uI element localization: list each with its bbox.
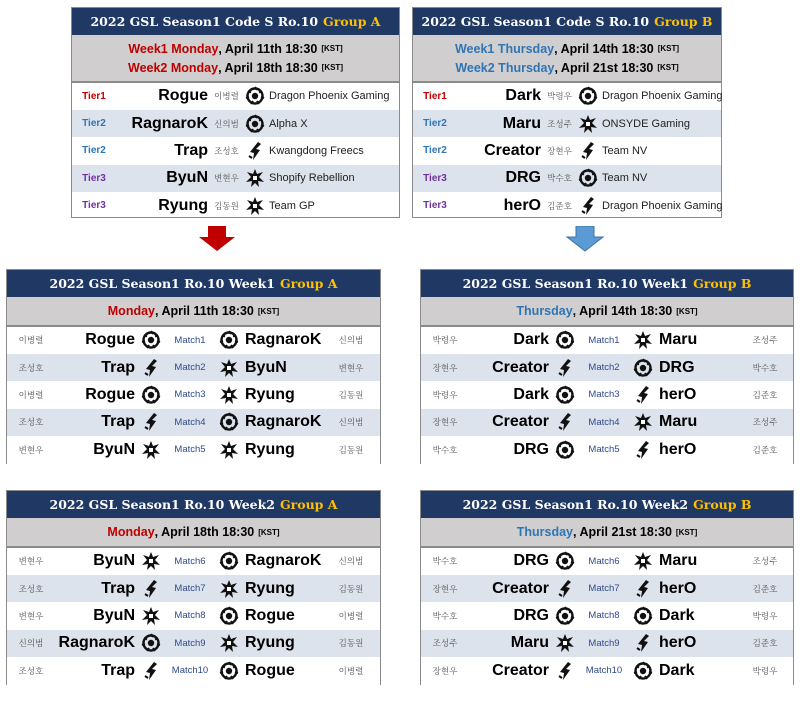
match-label: Match10 (171, 665, 209, 677)
protoss-icon (578, 196, 598, 216)
zerg-icon (219, 551, 239, 571)
team-name: Team GP (269, 199, 315, 212)
match-label: Match7 (174, 583, 206, 595)
match-label: Match5 (174, 444, 206, 456)
terran-icon (219, 385, 239, 405)
match-row (421, 548, 793, 575)
match-day: Thursday (516, 304, 573, 318)
right-player-name: Ryung (245, 634, 295, 652)
player-name: RagnaroK (131, 114, 208, 132)
team-name: Kwangdong Freecs (269, 144, 364, 157)
title-text: 2022 GSL Season1 Code S Ro.10 (421, 14, 650, 29)
left-korean-name: 조성호 (18, 362, 44, 373)
left-korean-name: 장현우 (432, 665, 458, 676)
protoss-icon (141, 579, 161, 599)
match-label: Match6 (588, 555, 620, 567)
left-korean-name: 이병렬 (18, 335, 44, 346)
kst-label: [KST] (258, 527, 280, 537)
korean-name: 박수호 (547, 173, 572, 184)
match-row (7, 603, 380, 630)
week1-date-line (455, 39, 679, 58)
group-label: Group B (693, 276, 752, 291)
player-name: Trap (174, 141, 208, 159)
right-korean-name: 김동원 (338, 444, 364, 455)
left-korean-name: 이병렬 (18, 389, 44, 400)
group-b-week2-schedule (420, 490, 794, 685)
right-player-name: herO (659, 385, 697, 403)
player-row (72, 193, 399, 220)
player-name: Rogue (158, 87, 208, 105)
week1-date: , April 11th 18:30 (218, 41, 318, 56)
left-korean-name: 장현우 (432, 417, 458, 428)
match-label: Match8 (174, 610, 206, 622)
match-row (421, 354, 793, 381)
match-row (421, 437, 793, 464)
protoss-icon (141, 661, 161, 681)
match-label: Match1 (174, 334, 206, 346)
date-bar (7, 297, 380, 327)
player-row (413, 138, 721, 165)
right-korean-name: 조성주 (752, 417, 778, 428)
player-row (72, 83, 399, 110)
protoss-icon (633, 440, 653, 460)
arrow-down-a-icon (198, 226, 236, 252)
player-name: Dark (505, 87, 541, 105)
right-korean-name: 신의범 (338, 417, 364, 428)
protoss-icon (633, 579, 653, 599)
zerg-icon (245, 86, 265, 106)
zerg-icon (219, 606, 239, 626)
korean-name: 변현우 (214, 173, 239, 184)
panel-title (7, 270, 380, 297)
tier-label: Tier2 (423, 118, 447, 130)
player-row (413, 165, 721, 192)
terran-icon (141, 440, 161, 460)
right-player-name: ByuN (245, 358, 287, 376)
right-korean-name: 이병렬 (338, 610, 364, 621)
kst-label: [KST] (257, 306, 280, 316)
right-korean-name: 김준호 (752, 583, 778, 594)
zerg-icon (141, 385, 161, 405)
match-label: Match1 (588, 334, 620, 346)
left-korean-name: 변현우 (18, 610, 44, 621)
right-korean-name: 박령우 (752, 610, 778, 621)
kst-label: [KST] (321, 63, 343, 72)
zerg-icon (245, 114, 265, 134)
korean-name: 신의범 (214, 118, 239, 129)
kst-label: [KST] (675, 527, 698, 537)
left-player-name: ByuN (93, 440, 135, 458)
right-korean-name: 김준호 (752, 389, 778, 400)
terran-icon (633, 412, 653, 432)
player-row (413, 83, 721, 110)
tier-label: Tier2 (423, 145, 447, 157)
right-korean-name: 김준호 (752, 638, 778, 649)
match-label: Match7 (588, 583, 620, 595)
match-label: Match2 (588, 362, 620, 374)
player-list (72, 83, 399, 220)
arrow-down-b-icon (566, 226, 604, 252)
team-name: Dragon Phoenix Gaming (602, 199, 723, 212)
match-row (7, 548, 380, 575)
match-row (421, 630, 793, 657)
player-name: ByuN (166, 169, 208, 187)
zerg-icon (141, 330, 161, 350)
group-b-overview-panel (412, 7, 722, 218)
terran-icon (219, 579, 239, 599)
panel-title (7, 491, 380, 518)
match-row (7, 575, 380, 602)
match-row (421, 382, 793, 409)
right-korean-name: 조성주 (752, 335, 778, 346)
panel-title (72, 8, 399, 35)
zerg-icon (219, 412, 239, 432)
player-name: Maru (502, 114, 541, 132)
right-player-name: Ryung (245, 579, 295, 597)
match-day: Thursday (516, 525, 574, 539)
title-text: 2022 GSL Season1 Ro.10 Week2 (462, 497, 689, 512)
match-label: Match4 (174, 416, 206, 428)
terran-icon (555, 633, 575, 653)
tier-label: Tier1 (82, 90, 106, 102)
left-korean-name: 박수호 (432, 610, 458, 621)
right-player-name: Rogue (245, 661, 295, 679)
week1-day: Week1 Monday (128, 41, 219, 56)
protoss-icon (555, 661, 575, 681)
korean-name: 김준호 (547, 200, 572, 211)
title-text: 2022 GSL Season1 Ro.10 Week2 (49, 497, 275, 512)
date-bar (7, 518, 380, 548)
terran-icon (633, 551, 653, 571)
right-player-name: herO (659, 634, 697, 652)
right-korean-name: 박령우 (752, 665, 778, 676)
match-row (421, 603, 793, 630)
match-date: , April 18th 18:30 (154, 525, 255, 539)
right-player-name: Ryung (245, 440, 295, 458)
left-player-name: Maru (510, 634, 549, 652)
player-row (72, 165, 399, 192)
zerg-icon (219, 661, 239, 681)
group-label: Group B (693, 497, 752, 512)
terran-icon (633, 330, 653, 350)
match-date: , April 14th 18:30 (572, 304, 673, 318)
match-row (421, 409, 793, 436)
date-bar (421, 518, 793, 548)
team-name: Dragon Phoenix Gaming (269, 90, 390, 103)
korean-name: 김동원 (214, 200, 239, 211)
group-label: Group A (279, 276, 338, 291)
zerg-icon (578, 168, 598, 188)
week2-date-line (455, 58, 678, 77)
left-player-name: Trap (101, 661, 135, 679)
match-date: , April 21st 18:30 (573, 525, 672, 539)
match-label: Match2 (174, 362, 206, 374)
protoss-icon (555, 579, 575, 599)
left-player-name: ByuN (93, 552, 135, 570)
korean-name: 장현우 (547, 145, 572, 156)
zerg-icon (633, 606, 653, 626)
left-player-name: RagnaroK (58, 634, 135, 652)
match-label: Match9 (588, 637, 620, 649)
match-row (7, 630, 380, 657)
protoss-icon (555, 412, 575, 432)
protoss-icon (141, 412, 161, 432)
date-line (517, 523, 697, 542)
korean-name: 조성호 (214, 145, 239, 156)
date-bar (72, 35, 399, 83)
terran-icon (141, 606, 161, 626)
left-korean-name: 조성호 (18, 417, 44, 428)
kst-label: [KST] (321, 44, 343, 53)
panel-title (413, 8, 721, 35)
left-player-name: Creator (492, 413, 549, 431)
team-name: Dragon Phoenix Gaming (602, 90, 723, 103)
tier-label: Tier3 (82, 200, 106, 212)
protoss-icon (141, 358, 161, 378)
title-text: 2022 GSL Season1 Ro.10 Week1 (49, 276, 275, 291)
player-name: Ryung (158, 196, 208, 214)
match-label: Match4 (588, 416, 620, 428)
right-player-name: Dark (659, 606, 695, 624)
week2-date-line (128, 58, 343, 77)
korean-name: 조성주 (547, 118, 572, 129)
right-korean-name: 이병렬 (338, 665, 364, 676)
korean-name: 이병렬 (214, 91, 239, 102)
left-player-name: Dark (513, 331, 549, 349)
tier-label: Tier2 (82, 145, 106, 157)
right-player-name: Maru (659, 331, 698, 349)
match-label: Match9 (174, 637, 206, 649)
left-korean-name: 조성주 (432, 638, 458, 649)
match-label: Match5 (588, 444, 620, 456)
match-date: , April 11th 18:30 (155, 304, 254, 318)
date-line (107, 523, 279, 542)
right-player-name: RagnaroK (245, 331, 322, 349)
right-player-name: RagnaroK (245, 552, 322, 570)
group-label: Group A (279, 497, 338, 512)
tier-label: Tier1 (423, 90, 447, 102)
left-player-name: DRG (513, 440, 549, 458)
right-player-name: herO (659, 579, 697, 597)
right-player-name: Dark (659, 661, 695, 679)
right-player-name: herO (659, 440, 697, 458)
left-korean-name: 장현우 (432, 583, 458, 594)
protoss-icon (245, 141, 265, 161)
tier-label: Tier3 (82, 172, 106, 184)
left-korean-name: 박수호 (432, 444, 458, 455)
week1-date: , April 14th 18:30 (554, 41, 654, 56)
player-row (72, 138, 399, 165)
right-player-name: RagnaroK (245, 413, 322, 431)
zerg-icon (633, 358, 653, 378)
left-korean-name: 신의범 (18, 638, 44, 649)
match-row (7, 409, 380, 436)
right-player-name: Ryung (245, 385, 295, 403)
player-row (72, 110, 399, 137)
left-player-name: Creator (492, 579, 549, 597)
left-korean-name: 변현우 (18, 556, 44, 567)
match-label: Match8 (588, 610, 620, 622)
terran-icon (219, 440, 239, 460)
terran-icon (141, 551, 161, 571)
group-a-week2-schedule (6, 490, 381, 685)
match-row (421, 327, 793, 354)
group-b-week1-schedule (420, 269, 794, 464)
player-list (413, 83, 721, 220)
group-a-week1-schedule (6, 269, 381, 464)
left-player-name: Trap (101, 413, 135, 431)
group-label: Group A (323, 14, 381, 29)
left-player-name: Dark (513, 385, 549, 403)
left-korean-name: 변현우 (18, 444, 44, 455)
match-label: Match3 (174, 389, 206, 401)
title-text: 2022 GSL Season1 Ro.10 Week1 (462, 276, 689, 291)
date-bar (421, 297, 793, 327)
match-row (7, 437, 380, 464)
team-name: Team NV (602, 144, 648, 157)
week2-date: , April 21st 18:30 (554, 60, 654, 75)
player-name: DRG (505, 169, 541, 187)
kst-label: [KST] (657, 63, 679, 72)
left-player-name: Rogue (85, 385, 135, 403)
match-row (7, 658, 380, 685)
tier-label: Tier2 (82, 118, 106, 130)
tier-label: Tier3 (423, 172, 447, 184)
zerg-icon (555, 606, 575, 626)
match-label: Match10 (585, 665, 623, 677)
right-korean-name: 변현우 (338, 362, 364, 373)
zerg-icon (578, 86, 598, 106)
group-label: Group B (654, 14, 713, 29)
left-player-name: Trap (101, 579, 135, 597)
team-name: Team NV (602, 172, 648, 185)
left-korean-name: 조성호 (18, 665, 44, 676)
kst-label: [KST] (676, 306, 698, 316)
protoss-icon (578, 141, 598, 161)
terran-icon (245, 168, 265, 188)
week2-date: , April 18th 18:30 (218, 60, 318, 75)
right-player-name: DRG (659, 358, 695, 376)
zerg-icon (555, 551, 575, 571)
zerg-icon (219, 330, 239, 350)
tier-label: Tier3 (423, 200, 447, 212)
match-label: Match6 (174, 555, 206, 567)
date-line (108, 302, 279, 321)
right-korean-name: 김동원 (338, 389, 364, 400)
protoss-icon (633, 385, 653, 405)
left-player-name: ByuN (93, 606, 135, 624)
title-text: 2022 GSL Season1 Code S Ro.10 (90, 14, 319, 29)
left-player-name: Creator (492, 358, 549, 376)
left-korean-name: 장현우 (432, 362, 458, 373)
right-player-name: Maru (659, 413, 698, 431)
zerg-icon (633, 661, 653, 681)
terran-icon (219, 633, 239, 653)
team-name: Alpha X (269, 117, 308, 130)
right-korean-name: 김동원 (338, 638, 364, 649)
match-row (7, 327, 380, 354)
match-day: Monday (107, 525, 155, 539)
terran-icon (245, 196, 265, 216)
kst-label: [KST] (657, 44, 680, 53)
terran-icon (578, 114, 598, 134)
right-korean-name: 박수호 (752, 362, 778, 373)
zerg-icon (555, 385, 575, 405)
right-player-name: Maru (659, 552, 698, 570)
match-row (7, 382, 380, 409)
match-row (421, 575, 793, 602)
zerg-icon (141, 633, 161, 653)
group-a-overview-panel (71, 7, 400, 218)
korean-name: 박령우 (547, 91, 572, 102)
right-korean-name: 조성주 (752, 556, 778, 567)
team-name: Shopify Rebellion (269, 172, 355, 185)
player-row (413, 110, 721, 137)
protoss-icon (633, 633, 653, 653)
right-korean-name: 신의범 (338, 335, 364, 346)
team-name: ONSYDE Gaming (602, 117, 691, 130)
player-name: Creator (484, 141, 541, 159)
left-player-name: Creator (492, 661, 549, 679)
player-name: herO (503, 196, 541, 214)
week2-day: Week2 Monday (128, 60, 219, 75)
left-korean-name: 조성호 (18, 583, 44, 594)
terran-icon (219, 358, 239, 378)
left-korean-name: 박령우 (432, 389, 458, 400)
match-label: Match3 (588, 389, 620, 401)
left-player-name: Trap (101, 358, 135, 376)
match-row (7, 354, 380, 381)
zerg-icon (555, 330, 575, 350)
week1-day: Week1 Thursday (454, 41, 555, 56)
right-player-name: Rogue (245, 606, 295, 624)
right-korean-name: 김동원 (338, 583, 364, 594)
left-player-name: Rogue (85, 331, 135, 349)
week2-day: Week2 Thursday (455, 60, 555, 75)
match-day: Monday (107, 304, 155, 318)
match-row (421, 658, 793, 685)
left-player-name: DRG (513, 552, 549, 570)
panel-title (421, 491, 793, 518)
date-line (516, 302, 697, 321)
zerg-icon (555, 440, 575, 460)
week1-date-line (128, 39, 342, 58)
protoss-icon (555, 358, 575, 378)
left-korean-name: 박수호 (432, 556, 458, 567)
right-korean-name: 신의범 (338, 556, 364, 567)
left-korean-name: 박령우 (432, 335, 458, 346)
player-row (413, 193, 721, 220)
date-bar (413, 35, 721, 83)
left-player-name: DRG (513, 606, 549, 624)
panel-title (421, 270, 793, 297)
right-korean-name: 김준호 (752, 444, 778, 455)
